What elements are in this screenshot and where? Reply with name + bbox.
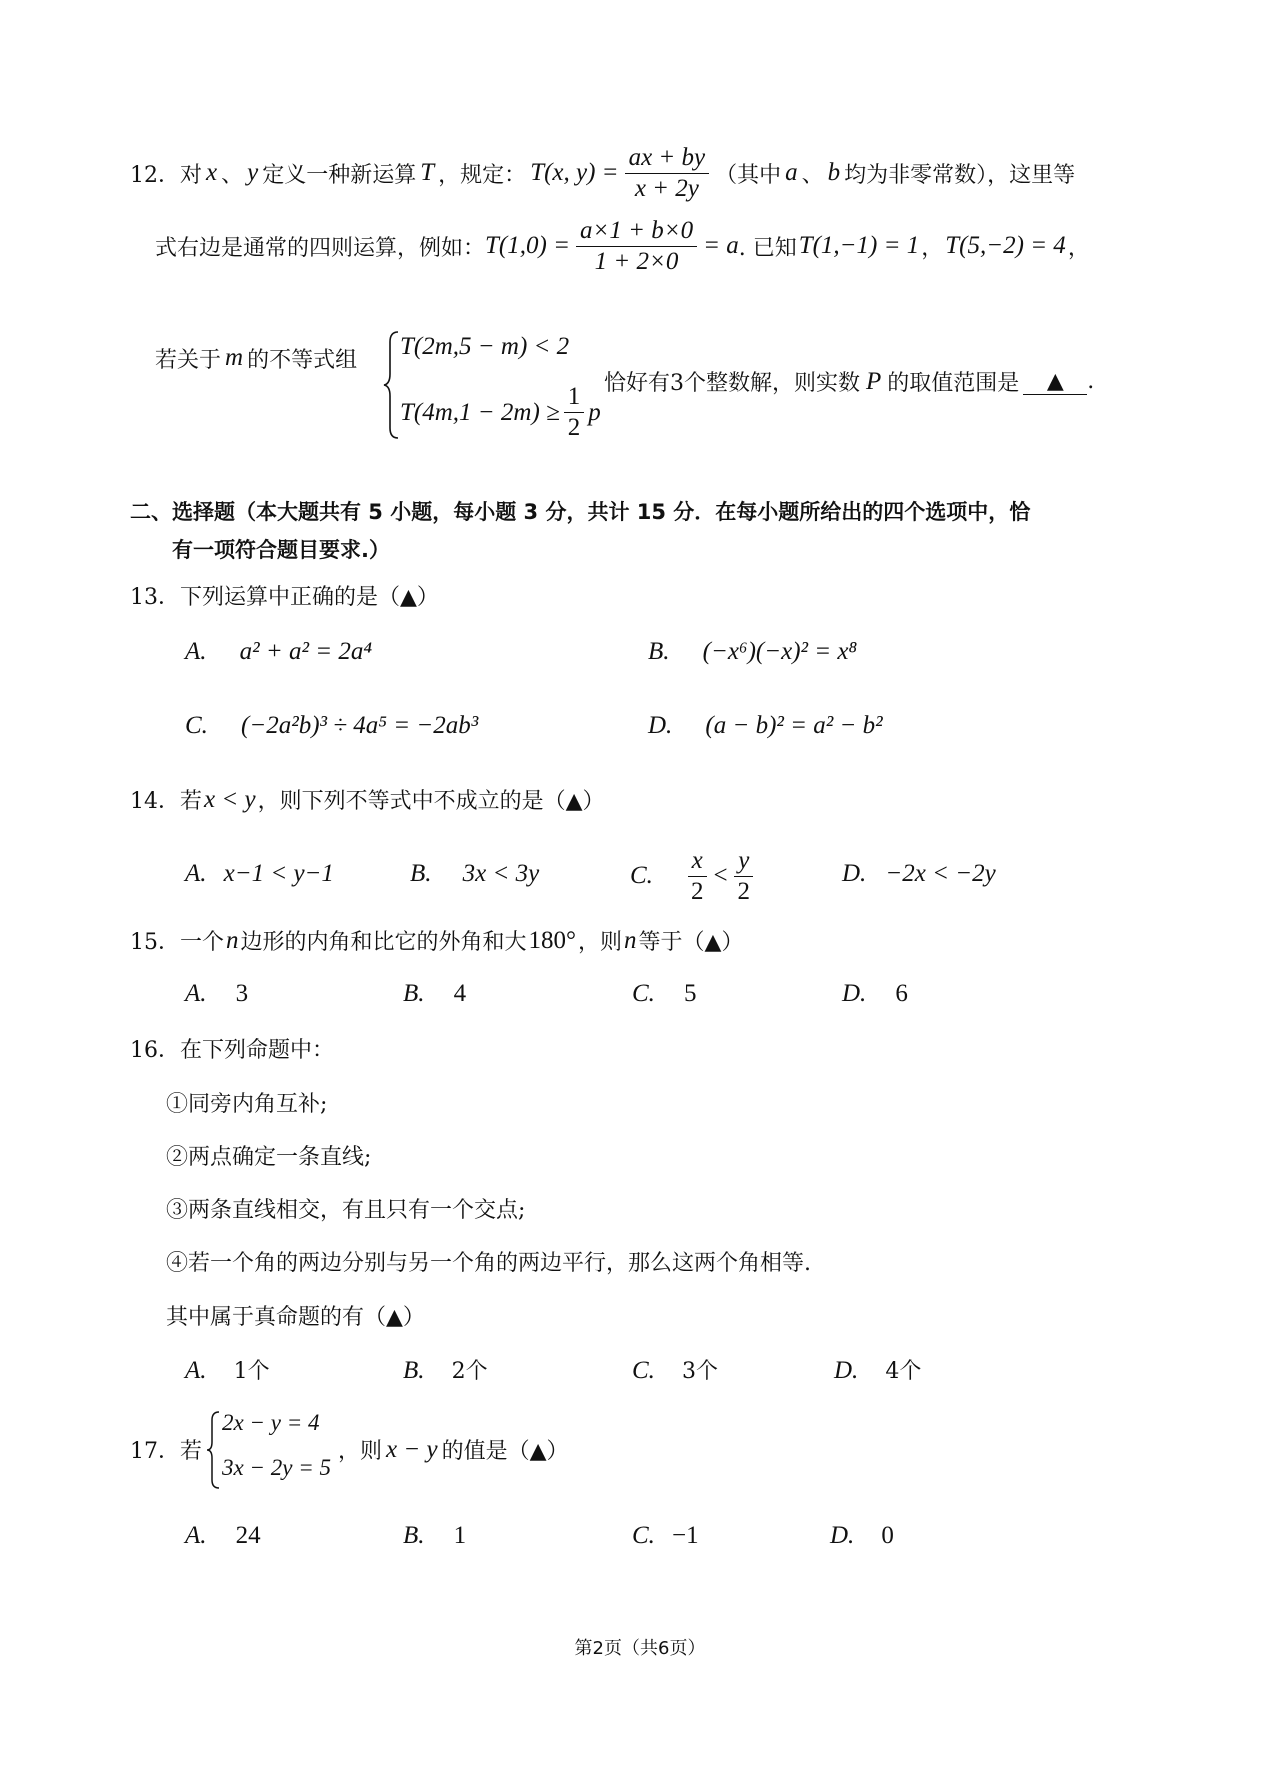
- option-label: C.: [632, 980, 655, 1007]
- option-label: D.: [842, 980, 867, 1007]
- option-d: [842, 860, 996, 888]
- q12-line-2: [155, 216, 1090, 276]
- q12-text: 对: [180, 162, 203, 188]
- option-expression: x−1 < y−1: [223, 860, 334, 887]
- fraction-numerator: a×1 + b×0: [576, 216, 697, 247]
- option-label: C.: [185, 712, 208, 739]
- q12-text: 、: [221, 162, 244, 188]
- system-brace-icon: [206, 1410, 222, 1490]
- q13-stem: 13．下列运算中正确的是（▲）: [130, 585, 439, 610]
- option-value: 3个: [682, 1359, 719, 1384]
- fraction-numerator: 1: [564, 382, 585, 413]
- option-label: D.: [834, 1357, 859, 1384]
- fraction-y-over-2: [734, 846, 755, 907]
- option-b: [403, 1354, 488, 1385]
- section-heading-line-1: 二、选择题（本大题共有 5 小题，每小题 3 分，共计 15 分．在每小题所给出的四个选项中，恰: [130, 500, 1031, 524]
- equation-1: 2x − y = 4: [222, 1410, 320, 1435]
- equation-2: 3x − 2y = 5: [222, 1455, 331, 1480]
- option-a: [185, 1522, 261, 1550]
- option-expression: 3x < 3y: [462, 860, 540, 887]
- var-n: n: [226, 926, 239, 954]
- const-b: b: [827, 159, 841, 186]
- fraction-x-over-2: [687, 846, 708, 907]
- fraction-denominator: 2: [737, 877, 751, 905]
- option-value: 4个: [885, 1359, 922, 1384]
- option-label: C.: [632, 1357, 655, 1384]
- angle-value: 180°: [528, 926, 577, 954]
- option-value: 24: [235, 1522, 261, 1549]
- system-brace-icon: [382, 330, 402, 440]
- option-expression: (−2a²b)³ ÷ 4a⁵ = −2ab³: [241, 712, 479, 739]
- known-value-1: T(1,−1) = 1: [798, 232, 920, 259]
- definition-lhs: T(x, y) =: [530, 159, 619, 186]
- example-fraction: [576, 216, 697, 277]
- option-label: D.: [648, 712, 673, 739]
- fraction-denominator: 2: [690, 877, 704, 905]
- option-a: [185, 1354, 270, 1385]
- option-a: [185, 638, 372, 666]
- q12-text: 均为非零常数），这里等: [844, 162, 1076, 188]
- q12-text: 的不等式组: [247, 347, 358, 373]
- question-number: 12．: [130, 162, 180, 188]
- q17-text: ，则: [338, 1439, 383, 1464]
- section-heading-line-2: 有一项符合题目要求.）: [172, 538, 390, 562]
- option-value: −1: [672, 1522, 699, 1549]
- inequality-1: T(2m,5 − m) < 2: [400, 333, 570, 360]
- var-P: P: [866, 367, 882, 395]
- q17-stem-prefix: 17．若: [130, 1439, 202, 1464]
- option-value: 5: [684, 980, 697, 1007]
- q12-text: . 已知: [738, 235, 797, 261]
- option-expression: (a − b)² = a² − b²: [705, 712, 883, 739]
- q15-text: 边形的内角和比它的外角和大: [240, 930, 527, 955]
- option-expression: −2x < −2y: [885, 860, 996, 887]
- option-value: 1个: [233, 1359, 270, 1384]
- option-d: [648, 712, 883, 740]
- statement-4: ④若一个角的两边分别与另一个角的两边平行，那么这两个角相等.: [166, 1251, 811, 1276]
- option-label: A.: [185, 860, 207, 887]
- q14-stem: [130, 784, 604, 815]
- q14-text: 14．若: [130, 789, 202, 814]
- option-b: [403, 1522, 466, 1550]
- expression: x − y: [386, 1435, 438, 1463]
- option-value: 3: [235, 980, 249, 1007]
- half-fraction: [564, 382, 585, 443]
- option-b: [403, 980, 466, 1008]
- option-label: B.: [403, 980, 425, 1007]
- option-d: [834, 1354, 921, 1385]
- fraction-numerator: ax + by: [625, 143, 710, 174]
- q14-text: ，则下列不等式中不成立的是（▲）: [257, 789, 605, 814]
- option-label: B.: [648, 638, 670, 665]
- option-d: [842, 980, 908, 1008]
- option-value: 1: [453, 1522, 467, 1549]
- statement-3: ③两条直线相交，有且只有一个交点;: [166, 1198, 526, 1223]
- option-expression: a² + a² = 2a⁴: [239, 638, 373, 665]
- q16-stem: 16．在下列命题中：: [130, 1038, 334, 1063]
- option-label: B.: [410, 860, 432, 887]
- option-expression: (−x⁶)(−x)² = x⁸: [702, 638, 858, 665]
- const-a: a: [785, 159, 798, 186]
- q12-line-1: [130, 143, 1076, 202]
- option-a: [185, 980, 248, 1008]
- var-m: m: [225, 344, 244, 371]
- fraction-denominator: 1 + 2×0: [594, 247, 679, 275]
- q12-line-3b: [604, 366, 1094, 397]
- option-d: [830, 1522, 894, 1550]
- q17-text: 的值是（▲）: [441, 1439, 569, 1464]
- fraction-denominator: x + 2y: [634, 174, 699, 202]
- fraction-denominator: 2: [567, 414, 581, 441]
- option-b: [410, 860, 539, 888]
- option-label: C.: [632, 1522, 655, 1549]
- var-n: n: [624, 926, 637, 954]
- known-value-2: T(5,−2) = 4: [945, 232, 1066, 259]
- q12-text: 定义一种新运算: [262, 162, 417, 188]
- option-label: C.: [630, 862, 653, 889]
- statement-2: ②两点确定一条直线;: [166, 1145, 372, 1170]
- fraction-numerator: y: [734, 846, 753, 877]
- q16-ask: 其中属于真命题的有（▲）: [166, 1305, 425, 1330]
- inequality-2-lhs: T(4m,1 − 2m) ≥: [400, 398, 560, 426]
- option-label: A.: [185, 1357, 207, 1384]
- option-label: D.: [842, 860, 867, 887]
- q12-text: .: [1087, 369, 1095, 394]
- option-value: 0: [881, 1522, 894, 1549]
- q12-text: （其中: [715, 162, 782, 188]
- example-rhs: = a: [703, 232, 739, 259]
- option-label: D.: [830, 1522, 855, 1549]
- q12-text: 若关于: [155, 347, 222, 373]
- option-label: B.: [403, 1357, 425, 1384]
- q15-stem: [130, 925, 743, 956]
- option-label: A.: [185, 980, 207, 1007]
- var-y: y: [247, 159, 259, 186]
- option-value: 4: [453, 980, 467, 1007]
- q12-text: 、: [801, 162, 824, 188]
- var-p: p: [588, 398, 601, 426]
- option-value: 2个: [451, 1359, 488, 1384]
- q15-text: 15．一个: [130, 930, 224, 955]
- option-c: [630, 842, 754, 910]
- option-label: A.: [185, 1522, 207, 1549]
- var-x: x: [206, 159, 218, 186]
- inequality-2: [400, 382, 601, 443]
- q12-text: 式右边是通常的四则运算，例如：: [155, 235, 486, 261]
- page-footer: 第2页（共6页）: [574, 1638, 706, 1659]
- q15-text: 等于（▲）: [638, 930, 744, 955]
- q12-text: 恰好有3个整数解，则实数: [604, 371, 860, 396]
- q12-text: ，: [921, 235, 944, 261]
- q12-text: ，: [1067, 235, 1090, 261]
- option-label: B.: [403, 1522, 425, 1549]
- option-b: [648, 638, 857, 666]
- q17-stem-suffix: [338, 1434, 569, 1465]
- option-value: 6: [895, 980, 908, 1007]
- operator-T: T: [420, 159, 435, 186]
- q12-text: 的取值范围是: [887, 371, 1020, 396]
- definition-fraction: [625, 143, 710, 204]
- option-c: [632, 1522, 699, 1550]
- condition: x < y: [204, 785, 256, 813]
- option-c: [632, 980, 697, 1008]
- answer-blank: ▲: [1023, 369, 1087, 395]
- option-c: [185, 712, 478, 740]
- q12-line-3a: [155, 328, 357, 388]
- option-a: [185, 860, 334, 888]
- less-than: <: [713, 862, 728, 889]
- example-lhs: T(1,0) =: [485, 232, 570, 259]
- q15-text: ，则: [578, 930, 623, 955]
- q12-text: ，规定：: [438, 162, 527, 188]
- fraction-numerator: x: [688, 846, 707, 877]
- option-c: [632, 1354, 718, 1385]
- statement-1: ①同旁内角互补;: [166, 1092, 328, 1117]
- option-label: A.: [185, 638, 207, 665]
